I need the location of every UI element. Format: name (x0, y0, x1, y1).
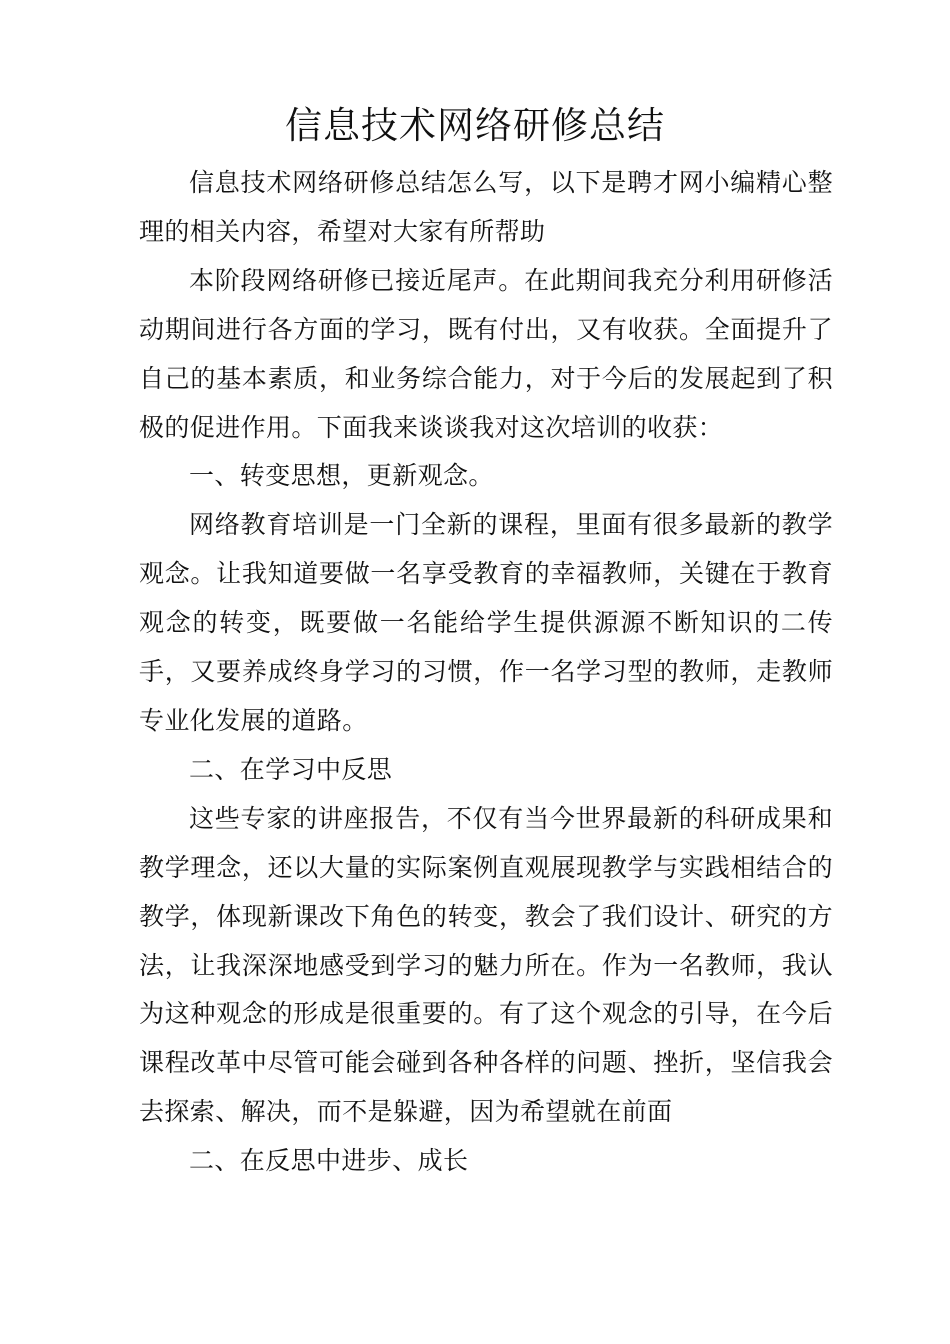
section-2-paragraph: 这些专家的讲座报告，不仅有当今世界最新的科研成果和教学理念，还以大量的实际案例直观展现教学与实践相结合的教学，体现新课改下角色的转变，教会了我们设计、研究的方法，让我深深地感受到学习的魅力所在。作为一名教师，我认为这种观念的形成是很重要的。有了这个观念的引导，在今后课程改革中尽管可能会碰到各种各样的问题、挫折，坚信我会去探索、解决，而不是躲避，因为希望就在前面 (139, 803, 833, 1127)
section-heading-2: 二、在学习中反思 (189, 754, 393, 784)
intro-paragraph: 信息技术网络研修总结怎么写，以下是聘才网小编精心整理的相关内容，希望对大家有所帮助 (139, 168, 833, 246)
section-heading-3: 二、在反思中进步、成长 (189, 1146, 469, 1176)
section-1-paragraph: 网络教育培训是一门全新的课程，里面有很多最新的教学观念。让我知道要做一名享受教育的幸福教师，关键在于教育观念的转变，既要做一名能给学生提供源源不断知识的二传手，又要养成终身学习的习惯，作一名学习型的教师，走教师专业化发展的道路。 (139, 510, 833, 735)
document-title: 信息技术网络研修总结 (285, 104, 665, 147)
document-body (139, 159, 833, 1186)
section-heading-1: 一、转变思想，更新观念。 (189, 461, 494, 491)
overview-paragraph: 本阶段网络研修已接近尾声。在此期间我充分利用研修活动期间进行各方面的学习，既有付出，又有收获。全面提升了自己的基本素质，和业务综合能力，对于今后的发展起到了积极的促进作用。下面我来谈谈我对这次培训的收获： (139, 265, 833, 442)
